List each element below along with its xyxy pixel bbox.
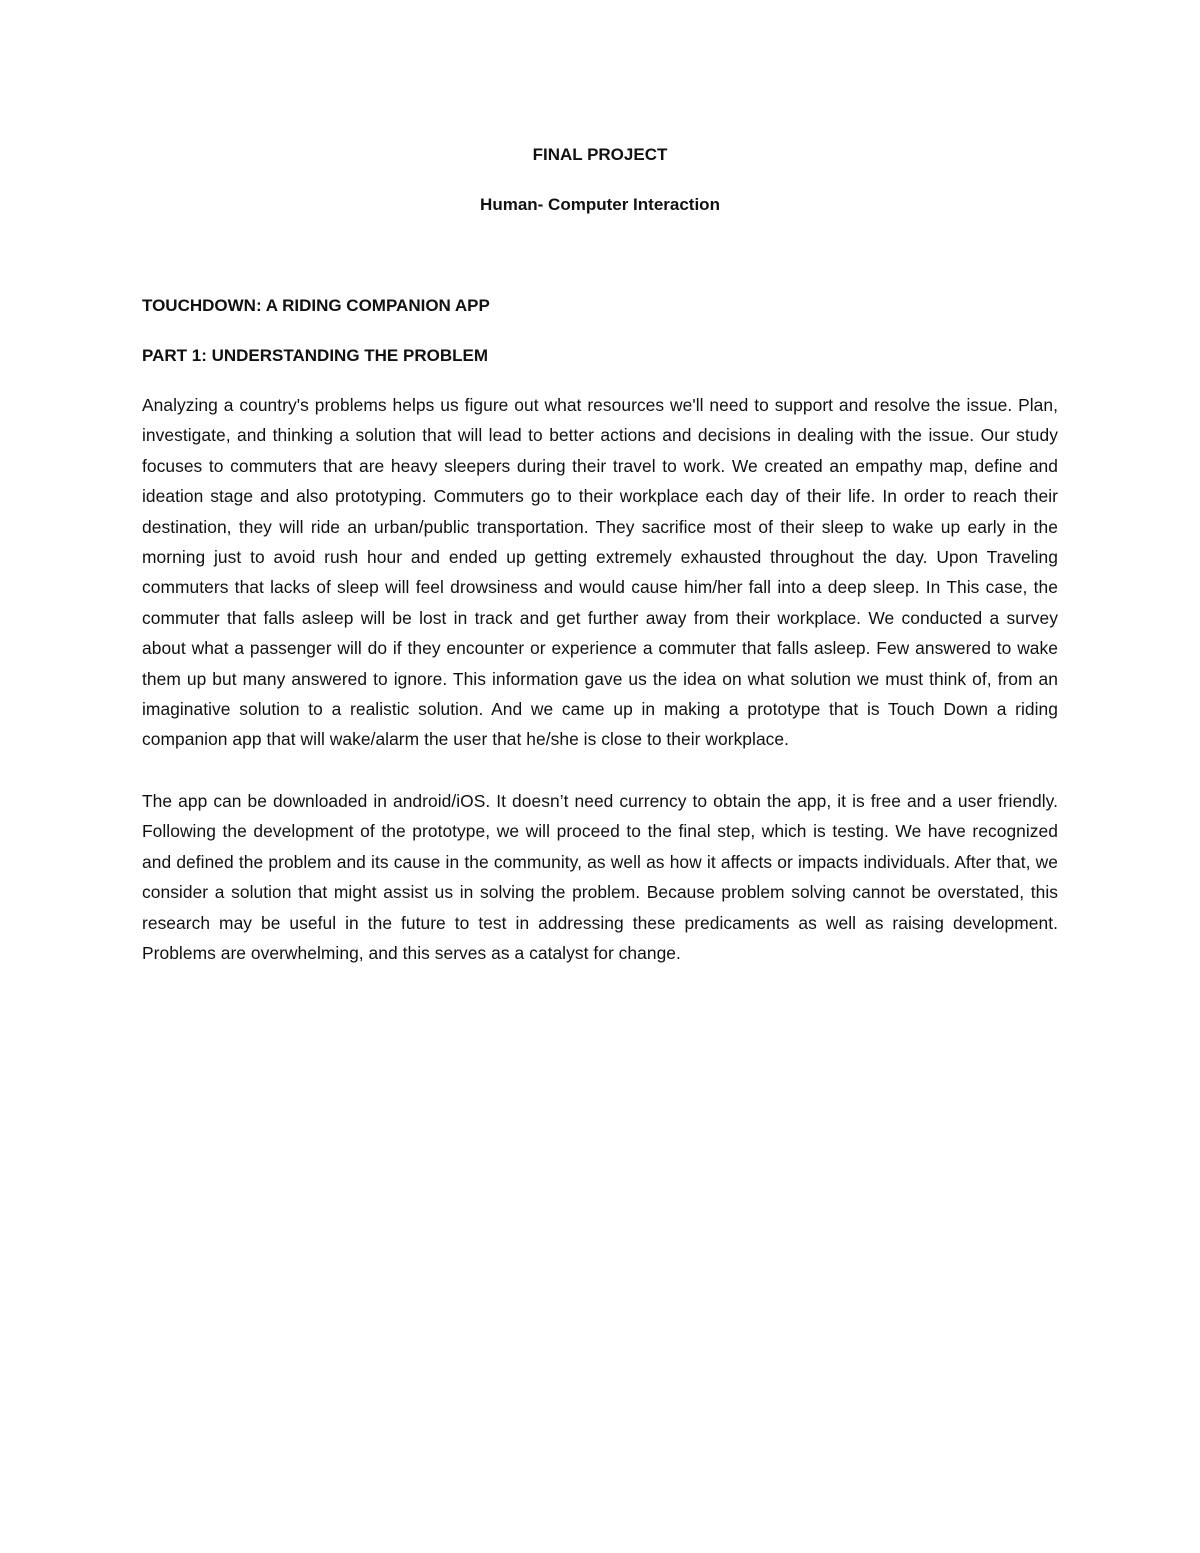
document-title: FINAL PROJECT bbox=[532, 145, 668, 164]
document-subtitle: Human- Computer Interaction bbox=[480, 195, 720, 214]
body-paragraph-1: Analyzing a country's problems helps us figure out what resources we'll need to support and resolve the issue. Plan, investigate, and thinking a solution that will lead to better actions and decisions in dealing with the issue. Our study focuses to commuters that are heavy sleepers during their travel to work. We created an empathy map, define and ideation stage and also prototyping. Commuters go to their workplace each day of their life. In order to reach their destination, they will ride an urban/public transportation. They sacrifice most of their sleep to wake up early in the morning just to avoid rush hour and ended up getting extremely exhausted throughout the day. Upon Traveling commuters that lacks of sleep will feel drowsiness and would cause him/her fall into a deep sleep. In This case, the commuter that falls asleep will be lost in track and get further away from their workplace. We conducted a survey about what a passenger will do if they encounter or experience a commuter that falls asleep. Few answered to wake them up but many answered to ignore. This information gave us the idea on what solution we must think of, from an imaginative solution to a realistic solution. And we came up in making a prototype that is Touch Down a riding companion app that will wake/alarm the user that he/she is close to their workplace. bbox=[142, 395, 1058, 750]
document-body bbox=[142, 140, 1058, 968]
part-heading: PART 1: UNDERSTANDING THE PROBLEM bbox=[142, 346, 488, 365]
body-paragraph-2: The app can be downloaded in android/iOS. It doesn’t need currency to obtain the app, it is free and a user friendly. Following the development of the prototype, we will proceed to the final step, which is testing. We have recognized and defined the problem and its cause in the community, as well as how it affects or impacts individuals. After that, we consider a solution that might assist us in solving the problem. Because problem solving cannot be overstated, this research may be useful in the future to test in addressing these predicaments as well as raising development. Problems are overwhelming, and this serves as a catalyst for change. bbox=[142, 790, 1058, 963]
app-heading: TOUCHDOWN: A RIDING COMPANION APP bbox=[142, 296, 490, 315]
